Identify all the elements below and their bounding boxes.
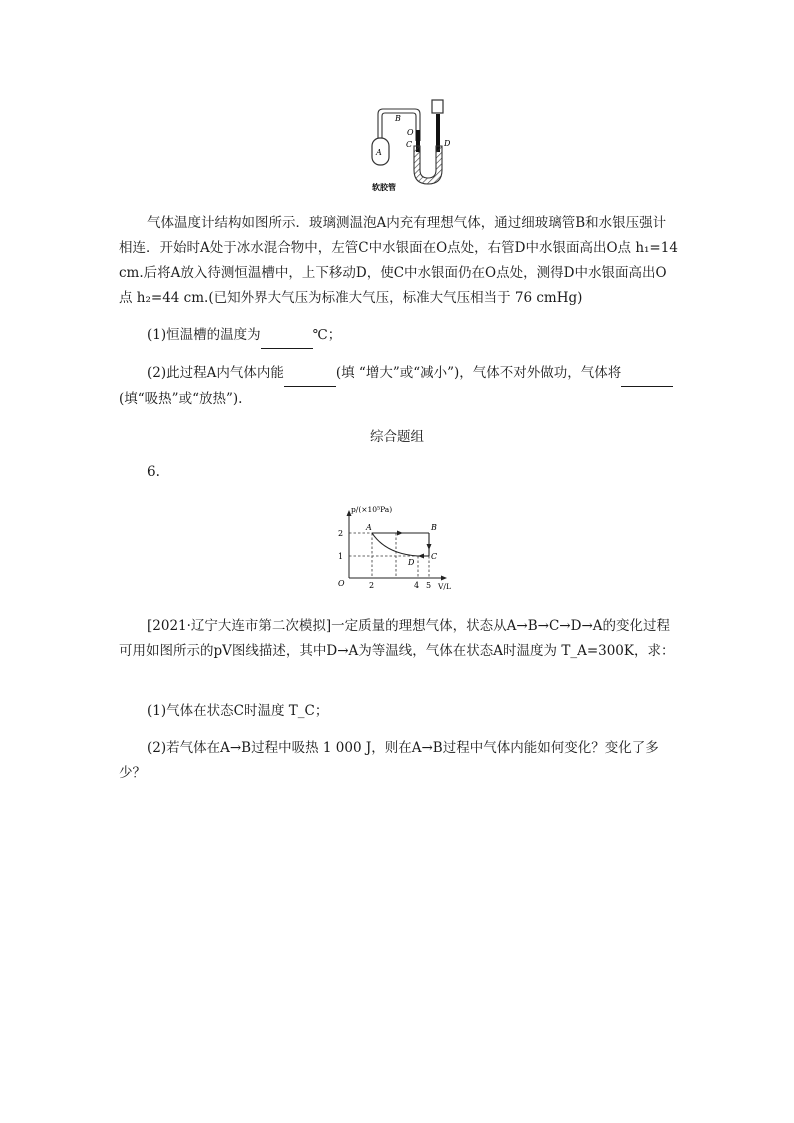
label-o: O [407, 128, 414, 137]
x-axis-label: V/L [438, 582, 451, 591]
problem6-intro: [2021·辽宁大连市第二次模拟]一定质量的理想气体，状态从A→B→C→D→A的变化过程可用如图所示的pV图线描述，其中D→A为等温线，气体在状态A时温度为 T_A=300K，求： [119, 618, 675, 659]
q2-mid: (填 “增大”或“减小”)，气体不对外做功，气体将 [335, 365, 622, 381]
q1-prefix: (1)恒温槽的温度为 [147, 327, 261, 343]
isotherm-d-a [372, 533, 418, 556]
x-tick-2: 2 [369, 581, 375, 590]
problem5-intro: 气体温度计结构如图所示．玻璃测温泡A内充有理想气体，通过细玻璃管B和水银压强计相连．开始时A处于冰水混合物中，左管C中水银面在O点处，右管D中水银面高出O点 h₁=14 cm.后将A放入待测恒温槽中，上下移动D，使C中水银面仍在O点处，测得D中水银面高出O点 h₂=44 cm.(已知外界大气压为标准大气压，标准大气压相当于 76 cmHg) [119, 215, 678, 306]
label-c: C [406, 140, 413, 149]
q1-answer-blank[interactable] [261, 323, 313, 349]
rubber-hose [414, 146, 442, 184]
point-c-label: C [431, 552, 438, 561]
section-title: 综合题组 [370, 429, 424, 445]
q2-answer-blank-1[interactable] [284, 361, 336, 387]
point-d-label: D [408, 558, 415, 567]
point-b-label: B [431, 523, 437, 532]
label-b: B [395, 114, 401, 123]
problem6-question-2: (2)若气体在A→B过程中吸热 1 000 J，则在A→B过程中气体内能如何变化？变化了多少？ [119, 740, 659, 781]
y-axis-label: p/(×10⁵Pa) [351, 505, 393, 514]
y-tick-1: 1 [338, 552, 344, 561]
label-a: A [376, 148, 382, 157]
point-a-label: A [366, 523, 372, 532]
q2-prefix: (2)此过程A内气体内能 [147, 365, 284, 381]
problem6-number: 6. [147, 464, 160, 480]
hose-caption: 软胶管 [372, 182, 396, 192]
label-d: D [444, 139, 451, 148]
x-tick-4: 4 [414, 581, 420, 590]
reservoir-box [432, 100, 443, 113]
q2-suffix: (填“吸热”或“放热”). [119, 391, 243, 407]
problem6-question-1: (1)气体在状态C时温度 T_C； [147, 703, 329, 719]
thermometer-diagram [360, 98, 460, 194]
problem5-question-1 [119, 323, 679, 349]
pv-graph [328, 502, 458, 594]
origin-label: O [338, 579, 345, 588]
y-tick-2: 2 [338, 529, 344, 538]
q2-answer-blank-2[interactable] [621, 361, 673, 387]
q1-suffix: ℃； [312, 327, 342, 343]
problem5-question-2 [119, 361, 679, 412]
x-tick-5: 5 [426, 581, 432, 590]
